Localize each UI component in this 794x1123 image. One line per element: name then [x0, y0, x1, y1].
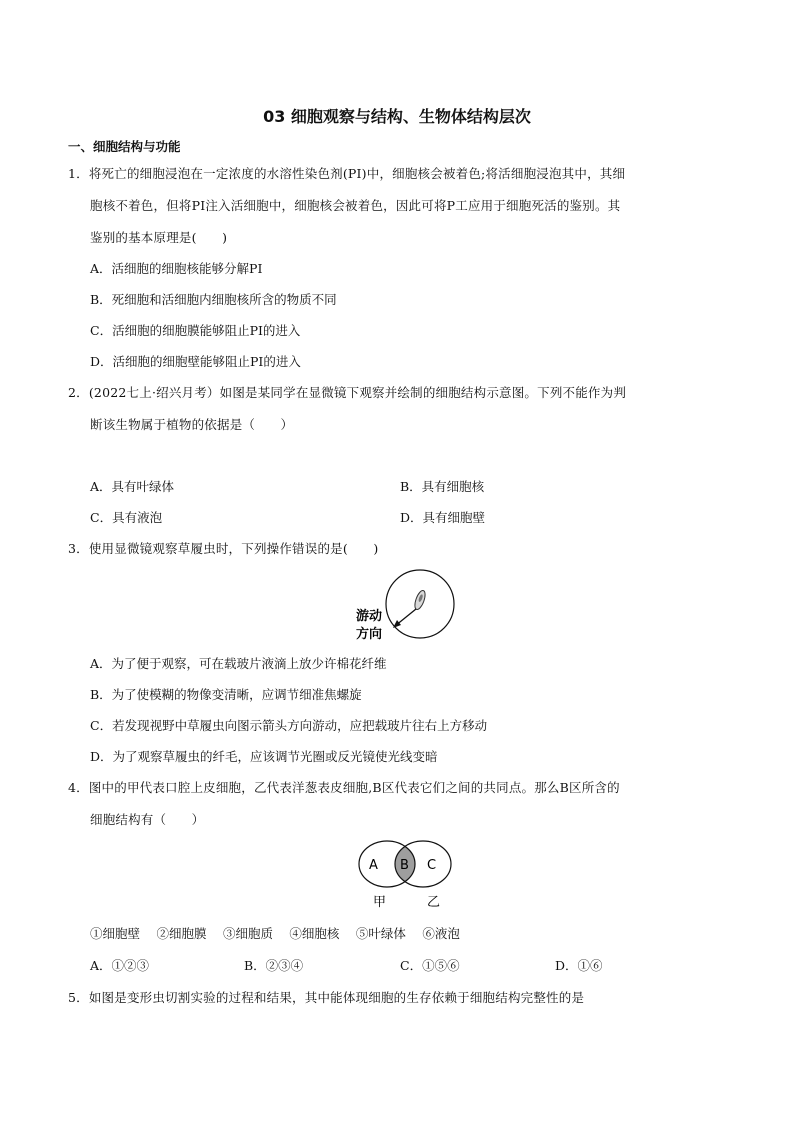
q1-option-a: A．活细胞的细胞核能够分解PI — [90, 261, 263, 276]
q2-stem-line-2: 断该生物属于植物的依据是（ ） — [90, 417, 294, 432]
q3-option-a: A．为了便于观察，可在载玻片液滴上放少许棉花纤维 — [90, 656, 387, 671]
figure-label-swim: 游动 — [356, 609, 383, 624]
paramecium-figure — [350, 568, 460, 648]
q2-option-a: A．具有叶绿体 — [90, 479, 175, 494]
venn-label-c: C — [427, 858, 437, 873]
venn-label-a: A — [369, 858, 378, 873]
venn-diagram — [345, 840, 465, 916]
q3-stem-line-1: 3．使用显微镜观察草履虫时，下列操作错误的是( ) — [68, 541, 379, 556]
q1-stem-line-1: 1．将死亡的细胞浸泡在一定浓度的水溶性染色剂(PI)中，细胞核会被着色;将活细胞浸泡其中，其细 — [68, 166, 626, 181]
q4-option-a: A．①②③ — [90, 958, 150, 973]
q4-option-b: B．②③④ — [244, 958, 304, 973]
q1-option-b: B．死细胞和活细胞内细胞核所含的物质不同 — [90, 292, 337, 307]
q3-option-c: C．若发现视野中草履虫向图示箭头方向游动，应把载玻片往右上方移动 — [90, 718, 488, 733]
q1-stem-line-3: 鉴别的基本原理是( ) — [90, 230, 228, 245]
q4-stem-line-2: 细胞结构有（ ） — [90, 812, 205, 827]
q2-option-b: B．具有细胞核 — [400, 479, 485, 494]
figure-label-direction: 方向 — [356, 627, 383, 642]
q1-option-d: D．活细胞的细胞壁能够阻止PI的进入 — [90, 354, 301, 369]
q5-stem-line-1: 5．如图是变形虫切割实验的过程和结果，其中能体现细胞的生存依赖于细胞结构完整性的是 — [68, 990, 585, 1005]
q1-option-c: C．活细胞的细胞膜能够阻止PI的进入 — [90, 323, 301, 338]
venn-label-b: B — [400, 858, 409, 873]
section-heading: 一、细胞结构与功能 — [68, 139, 181, 154]
q1-stem-line-2: 胞核不着色，但将PI注入活细胞中，细胞核会被着色，因此可将P工应用于细胞死活的鉴别。其 — [90, 198, 621, 213]
paramecium-icon — [413, 589, 427, 611]
q3-option-d: D．为了观察草履虫的纤毛，应该调节光圈或反光镜使光线变暗 — [90, 749, 438, 764]
q2-option-c: C．具有液泡 — [90, 510, 163, 525]
q4-stem-line-1: 4．图中的甲代表口腔上皮细胞，乙代表洋葱表皮细胞,B区代表它们之间的共同点。那么B区所含的 — [68, 780, 620, 795]
q2-stem-line-1: 2．(2022七上·绍兴月考）如图是某同学在显微镜下观察并绘制的细胞结构示意图。下列不能作为判 — [68, 385, 627, 400]
page-title: 03 细胞观察与结构、生物体结构层次 — [263, 107, 531, 126]
q3-option-b: B．为了使模糊的物像变清晰，应调节细准焦螺旋 — [90, 687, 362, 702]
q4-items: ①细胞壁 ②细胞膜 ③细胞质 ④细胞核 ⑤叶绿体 ⑥液泡 — [90, 926, 460, 941]
q2-option-d: D．具有细胞壁 — [400, 510, 486, 525]
q4-option-c: C．①⑤⑥ — [400, 958, 460, 973]
venn-label-yi: 乙 — [427, 895, 441, 910]
q4-option-d: D．①⑥ — [555, 958, 603, 973]
venn-label-jia: 甲 — [373, 895, 387, 910]
